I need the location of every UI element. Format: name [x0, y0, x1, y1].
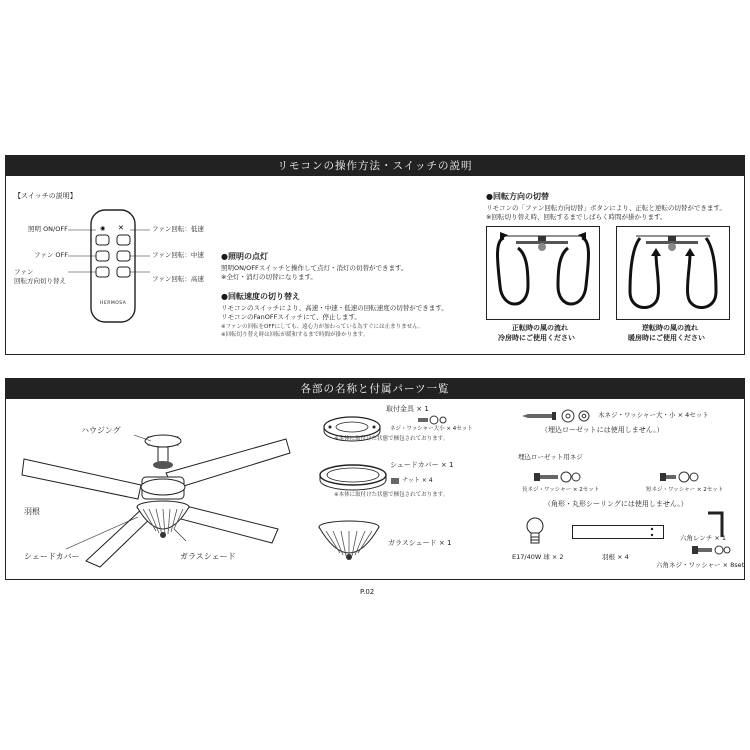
part-wood-screws-note: （埋込ローゼットには使用しません。） [541, 426, 664, 434]
part-wood-screws: 木ネジ・ワッシャー大・小 × 4セット [598, 411, 709, 419]
remote-brand: HERMOSA [100, 301, 127, 306]
forward-airflow-diagram [486, 226, 600, 320]
label-fan-high: ファン回転：高速 [152, 275, 204, 283]
speed-heading: ●回転速度の切り替え [221, 292, 300, 301]
label-blade: 羽根 [24, 507, 40, 516]
remote-control-illustration [88, 206, 138, 326]
part-nuts: ナット × 4 [402, 477, 433, 484]
part-mount: 取付金具 × 1 [386, 405, 429, 413]
short-screw-icon [660, 471, 700, 483]
hex-screw-icon [692, 545, 732, 555]
label-light-onoff: 照明 ON/OFF [28, 225, 68, 233]
label-fan-low: ファン回転：低速 [152, 225, 204, 233]
bullet-icon: ● [221, 292, 228, 301]
lighting-line-1: 照明ON/OFFスイッチと操作して点灯・消灯の切替ができます。 [221, 264, 408, 272]
nut-icon [390, 476, 400, 486]
direction-heading: ●回転方向の切替 [486, 192, 549, 201]
label-housing: ハウジング [81, 426, 121, 435]
bullet-icon: ● [486, 192, 493, 201]
part-shade-cover-note: ※本体に取付けた状態で梱包されております。 [334, 492, 449, 498]
switch-heading: 【スイッチの説明】 [14, 192, 77, 200]
page-number: P.02 [360, 588, 375, 596]
svg-text:◉: ◉ [100, 225, 106, 232]
part-glass-shade: ガラスシェード × 1 [388, 539, 452, 547]
bullet-icon: ● [221, 252, 228, 261]
direction-line-1: リモコンの「ファン回転方向切替」ボタンにより、正転と逆転の切替ができます。 [486, 204, 726, 212]
parts-panel [5, 378, 745, 580]
part-bulb: E17/40W 球 × 2 [512, 553, 564, 561]
forward-caption-1: 正転時の風の流れ [512, 324, 568, 332]
wood-screw-icon [522, 409, 597, 423]
label-fan: ファン [14, 268, 34, 276]
mount-bracket-icon [322, 413, 382, 449]
speed-line-1: リモコンのスイッチにより、高速・中速・低速の回転速度の切替ができます。 [221, 304, 448, 312]
part-short-screws: 短ネジ・ワッシャー × 2セット [646, 487, 724, 493]
part-long-screws: 長ネジ・ワッシャー × 2セット [522, 487, 600, 493]
part-hex-wrench: 六角レンチ × 1 [680, 534, 727, 542]
lighting-heading: ●照明の点灯 [221, 252, 268, 261]
speed-line-2: リモコンのFanOFFスイッチにて、停止します。 [221, 313, 361, 321]
lighting-line-2: ※全灯・消灯の切替になります。 [221, 273, 317, 281]
ceiling-fan-illustration [16, 401, 306, 571]
part-mount-screws: ネジ・ワッシャー大小 × 4セット [390, 426, 473, 432]
screw-washer-icon [418, 415, 448, 425]
panel-title: 各部の名称と付属パーツ一覧 [6, 379, 744, 399]
svg-text:✕: ✕ [118, 224, 124, 232]
long-screw-icon [534, 471, 582, 483]
speed-note-2: ※回転切り替え時は回転が緩和するまで時間が掛かります。 [221, 332, 369, 338]
label-fan-off: ファン OFF [34, 251, 69, 259]
reverse-caption-1: 逆転時の風の流れ [642, 324, 698, 332]
label-fan-mid: ファン回転：中速 [152, 251, 204, 259]
shade-cover-icon [318, 463, 388, 491]
part-blades: 羽根 × 4 [602, 553, 629, 561]
reverse-airflow-diagram [616, 226, 730, 320]
part-hex-screws: 六角ネジ・ワッシャー × 8set [656, 561, 745, 569]
part-mount-note: ※本体に取付けた状態で梱包されております。 [334, 436, 449, 442]
label-direction-switch: 回転方向切り替え [14, 277, 66, 285]
remote-control-panel [5, 155, 745, 355]
blade-icon [572, 525, 664, 539]
rosette-screws-heading: 埋込ローゼット用ネジ [518, 453, 583, 461]
direction-line-2: ※回転切り替え時、回転するまでしばらく時間が掛かります。 [486, 213, 667, 221]
bulb-icon [526, 517, 544, 547]
label-glass-shade: ガラスシェード [180, 552, 236, 561]
label-shade-cover: シェードカバー [24, 552, 80, 561]
glass-shade-icon [316, 519, 382, 565]
reverse-caption-2: 暖房時にご使用ください [628, 334, 705, 342]
part-rosette-note: （角形・丸形シーリングには使用しません。） [544, 500, 688, 508]
forward-caption-2: 冷房時にご使用ください [498, 334, 575, 342]
panel-title: リモコンの操作方法・スイッチの説明 [6, 156, 744, 176]
speed-note-1: ※ファンの回転をOFFにしても、遠心力が加わっている為すぐには止まりません。 [221, 324, 424, 330]
part-shade-cover: シェードカバー × 1 [390, 461, 454, 469]
